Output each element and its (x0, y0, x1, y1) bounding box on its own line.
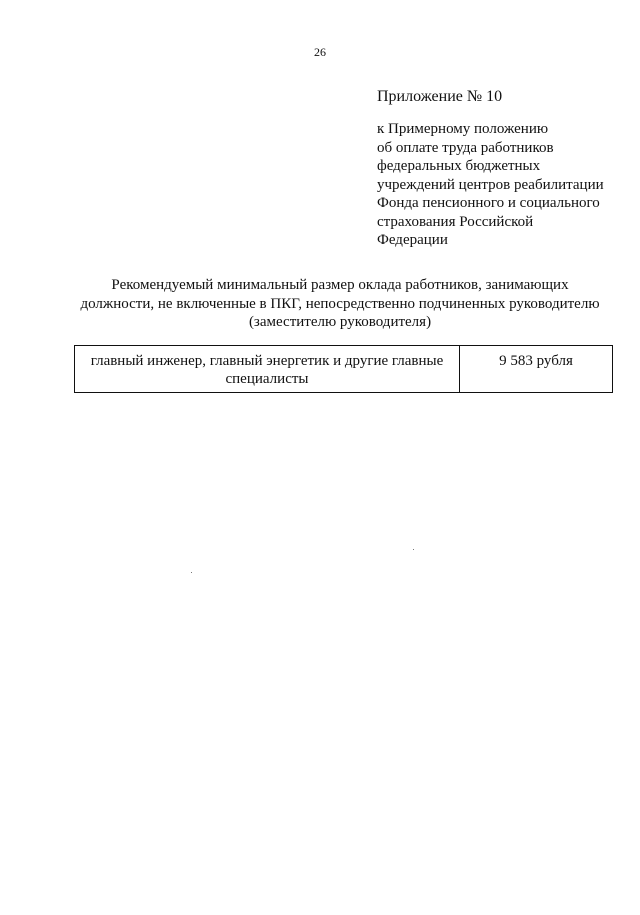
document-heading (60, 276, 620, 332)
salary-table (74, 345, 613, 393)
appendix-reference-line: федеральных бюджетных (377, 158, 541, 174)
appendix-reference-line: к Примерному положению (377, 121, 549, 137)
salary-amount-cell: 9 583 рубля (460, 346, 613, 393)
heading-line: (заместителю руководителя) (248, 314, 432, 330)
appendix-title: Приложение № 10 (377, 88, 503, 105)
appendix-reference (377, 120, 617, 250)
heading-line: должности, не включенные в ПКГ, непосредственно подчиненных руководителю (80, 295, 600, 312)
page-number: 26 (314, 45, 326, 59)
appendix-reference-line: учреждений центров реабилитации (377, 176, 604, 193)
table-row (75, 346, 613, 393)
appendix-reference-line: Фонда пенсионного и социального (377, 195, 600, 211)
appendix-reference-line: об оплате труда работников (377, 139, 554, 156)
scan-speck (413, 549, 414, 550)
scan-speck (191, 572, 192, 573)
heading-line: Рекомендуемый минимальный размер оклада работников, занимающих (111, 277, 569, 293)
position-cell: главный инженер, главный энергетик и другие главные специалисты (75, 346, 460, 393)
appendix-reference-line: страхования Российской (377, 213, 534, 230)
appendix-reference-line: Федерации (377, 232, 448, 248)
